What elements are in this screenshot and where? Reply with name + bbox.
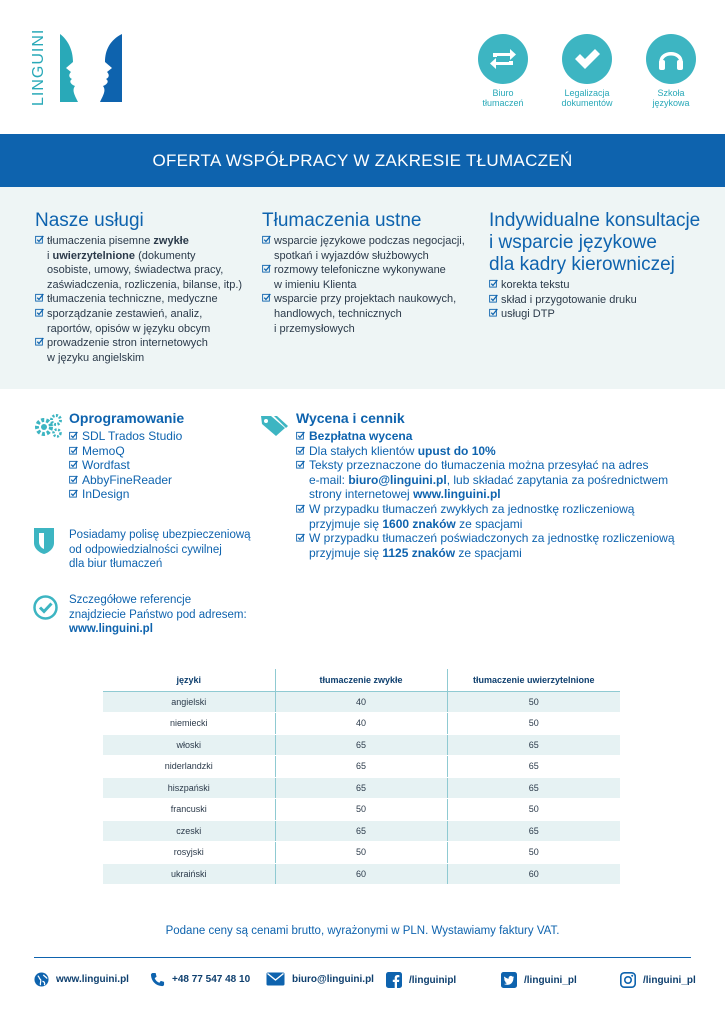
services-column-our-services xyxy=(35,210,250,365)
checkbox-icon xyxy=(69,446,78,455)
list-item: W przypadku tłumaczeń zwykłych za jednostkę rozliczeniową przyjmuje się 1600 znaków ze spacjami xyxy=(296,502,675,531)
table-cell: 60 xyxy=(275,863,447,885)
footer-divider xyxy=(34,957,691,958)
headphones-icon xyxy=(646,34,696,84)
section-heading: Oprogramowanie xyxy=(69,410,185,426)
list-item: MemoQ xyxy=(69,444,184,459)
contact-twitter[interactable]: /linguini_pl xyxy=(501,972,577,988)
table-row xyxy=(103,777,620,799)
checkbox-icon xyxy=(296,460,305,469)
software-section xyxy=(69,410,184,502)
section-heading: Indywidualne konsultacje i wsparcie językowe dla kadry kierowniczej xyxy=(489,210,701,275)
email-link[interactable]: biuro@linguini.pl xyxy=(348,472,447,487)
contact-instagram[interactable]: /linguini_pl xyxy=(620,972,696,988)
column-header: tłumaczenie uwierzytelnione xyxy=(447,669,620,691)
gears-icon xyxy=(33,412,63,440)
website-link[interactable]: www.linguini.pl xyxy=(413,487,501,502)
badge-legalization[interactable] xyxy=(557,34,617,108)
table-cell: ukraiński xyxy=(103,863,275,885)
checkbox-icon xyxy=(296,431,305,440)
table-cell: 65 xyxy=(275,756,447,778)
table-cell: hiszpański xyxy=(103,777,275,799)
table-row xyxy=(103,799,620,821)
badge-language-school[interactable] xyxy=(641,34,701,108)
repeat-arrows-icon xyxy=(478,34,528,84)
table-cell: 40 xyxy=(275,713,447,735)
checkbox-icon xyxy=(489,279,498,288)
table-cell: 65 xyxy=(447,777,620,799)
table-row xyxy=(103,691,620,713)
pricing-info-section xyxy=(296,410,675,560)
table-row xyxy=(103,863,620,885)
instagram-icon xyxy=(620,972,636,988)
checkbox-icon xyxy=(489,294,498,303)
list-item: korekta tekstu xyxy=(489,278,709,293)
contact-phone[interactable]: +48 77 547 48 10 xyxy=(150,972,250,987)
table-cell: włoski xyxy=(103,734,275,756)
table-cell: czeski xyxy=(103,820,275,842)
checkbox-icon xyxy=(35,308,44,317)
table-cell: 50 xyxy=(447,799,620,821)
checkbox-icon xyxy=(262,264,271,273)
table-row xyxy=(103,713,620,735)
table-cell: 50 xyxy=(275,799,447,821)
list-item: W przypadku tłumaczeń poświadczonych za jednostkę rozliczeniową przyjmuje się 1125 znaków ze spacjami xyxy=(296,531,675,560)
checkbox-icon xyxy=(69,475,78,484)
contact-email[interactable]: biuro@linguini.pl xyxy=(266,972,374,986)
service-badges xyxy=(473,34,701,108)
checkbox-icon xyxy=(489,308,498,317)
table-cell: 65 xyxy=(275,734,447,756)
checkbox-icon xyxy=(296,533,305,542)
checkmark-icon xyxy=(562,34,612,84)
checkbox-icon xyxy=(262,235,271,244)
checkbox-icon xyxy=(69,431,78,440)
table-cell: 50 xyxy=(447,691,620,713)
logo-faces-icon xyxy=(56,32,126,104)
contact-facebook[interactable]: /linguinipl xyxy=(386,972,456,988)
list-item: prowadzenie stron internetowych w języku angielskim xyxy=(35,336,250,365)
globe-icon xyxy=(34,972,49,987)
list-item: InDesign xyxy=(69,487,184,502)
list-item: sporządzanie zestawień, analiz, raportów, opisów w języku obcym xyxy=(35,307,250,336)
insurance-note: Posiadamy polisę ubezpieczeniową od odpowiedzialności cywilnej dla biur tłumaczeń xyxy=(69,529,251,571)
column-header: języki xyxy=(103,669,275,691)
checkbox-icon xyxy=(262,293,271,302)
check-circle-icon xyxy=(33,595,58,620)
checkbox-icon xyxy=(296,504,305,513)
list-item: SDL Trados Studio xyxy=(69,429,184,444)
table-header-row xyxy=(103,669,620,691)
shield-icon xyxy=(33,527,55,555)
twitter-icon xyxy=(501,972,517,988)
list-item: tłumaczenia pisemne zwykłe i uwierzytelnione (dokumenty osobiste, umowy, świadectwa pracy, zaświadczenia, rozliczenia, bilanse, itp.) xyxy=(35,234,250,292)
table-cell: francuski xyxy=(103,799,275,821)
list-item: Teksty przeznaczone do tłumaczenia można przesyłać na adres e-mail: biuro@linguini.pl, lub składać zapytania za pośrednictwem strony internetowej www.linguini.pl xyxy=(296,458,675,502)
references-link[interactable]: www.linguini.pl xyxy=(69,623,153,636)
table-cell: 40 xyxy=(275,691,447,713)
table-cell: 65 xyxy=(447,820,620,842)
table-cell: rosyjski xyxy=(103,842,275,864)
checkbox-icon xyxy=(296,446,305,455)
price-tags-icon xyxy=(260,413,288,437)
table-cell: 65 xyxy=(275,777,447,799)
list-item: AbbyFineReader xyxy=(69,473,184,488)
services-column-consulting xyxy=(489,210,709,322)
table-row xyxy=(103,734,620,756)
price-table xyxy=(103,669,620,885)
services-section xyxy=(0,187,725,389)
badge-translation-office[interactable] xyxy=(473,34,533,108)
phone-icon xyxy=(150,972,165,987)
mail-icon xyxy=(266,972,285,986)
table-cell: 60 xyxy=(447,863,620,885)
checkbox-icon xyxy=(69,489,78,498)
offer-banner xyxy=(0,134,725,187)
price-footnote: Podane ceny są cenami brutto, wyrażonymi w PLN. Wystawiamy faktury VAT. xyxy=(165,925,560,937)
table-row xyxy=(103,820,620,842)
table-cell: 50 xyxy=(447,713,620,735)
badge-label: Szkoła językowa xyxy=(652,88,690,108)
checkbox-icon xyxy=(35,293,44,302)
column-header: tłumaczenie zwykłe xyxy=(275,669,447,691)
checkbox-icon xyxy=(69,460,78,469)
page-header xyxy=(0,0,725,134)
references-note: Szczegółowe referencje znajdziecie Państwo pod adresem: www.linguini.pl xyxy=(69,594,247,636)
table-row xyxy=(103,842,620,864)
services-column-interpreting xyxy=(262,210,477,336)
banner-title: OFERTA WSPÓŁPRACY W ZAKRESIE TŁUMACZEŃ xyxy=(152,150,573,170)
list-item: wsparcie językowe podczas negocjacji, spotkań i wyjazdów służbowych xyxy=(262,234,477,263)
table-cell: niderlandzki xyxy=(103,756,275,778)
list-item: Bezpłatna wycena xyxy=(296,429,675,444)
list-item: rozmowy telefoniczne wykonywane w imieniu Klienta xyxy=(262,263,477,292)
table-cell: angielski xyxy=(103,691,275,713)
contact-website[interactable]: www.linguini.pl xyxy=(34,972,129,987)
section-heading: Tłumaczenia ustne xyxy=(262,210,422,231)
table-cell: 65 xyxy=(275,820,447,842)
checkbox-icon xyxy=(35,337,44,346)
logo-wordmark: LINGUINI xyxy=(30,28,47,106)
section-heading: Nasze usługi xyxy=(35,210,144,231)
list-item: Wordfast xyxy=(69,458,184,473)
footer-contacts xyxy=(34,972,694,994)
table-row xyxy=(103,756,620,778)
checkbox-icon xyxy=(35,235,44,244)
table-cell: 65 xyxy=(447,756,620,778)
list-item: skład i przygotowanie druku xyxy=(489,293,709,308)
table-cell: 50 xyxy=(275,842,447,864)
badge-label: Biuro tłumaczeń xyxy=(482,88,524,108)
badge-label: Legalizacja dokumentów xyxy=(561,88,613,108)
table-cell: 65 xyxy=(447,734,620,756)
table-cell: 50 xyxy=(447,842,620,864)
list-item: Dla stałych klientów upust do 10% xyxy=(296,444,675,459)
table-cell: niemiecki xyxy=(103,713,275,735)
section-heading: Wycena i cennik xyxy=(296,410,405,426)
list-item: usługi DTP xyxy=(489,307,709,322)
list-item: wsparcie przy projektach naukowych, handlowych, technicznych i przemysłowych xyxy=(262,292,477,336)
facebook-icon xyxy=(386,972,402,988)
list-item: tłumaczenia techniczne, medyczne xyxy=(35,292,250,307)
